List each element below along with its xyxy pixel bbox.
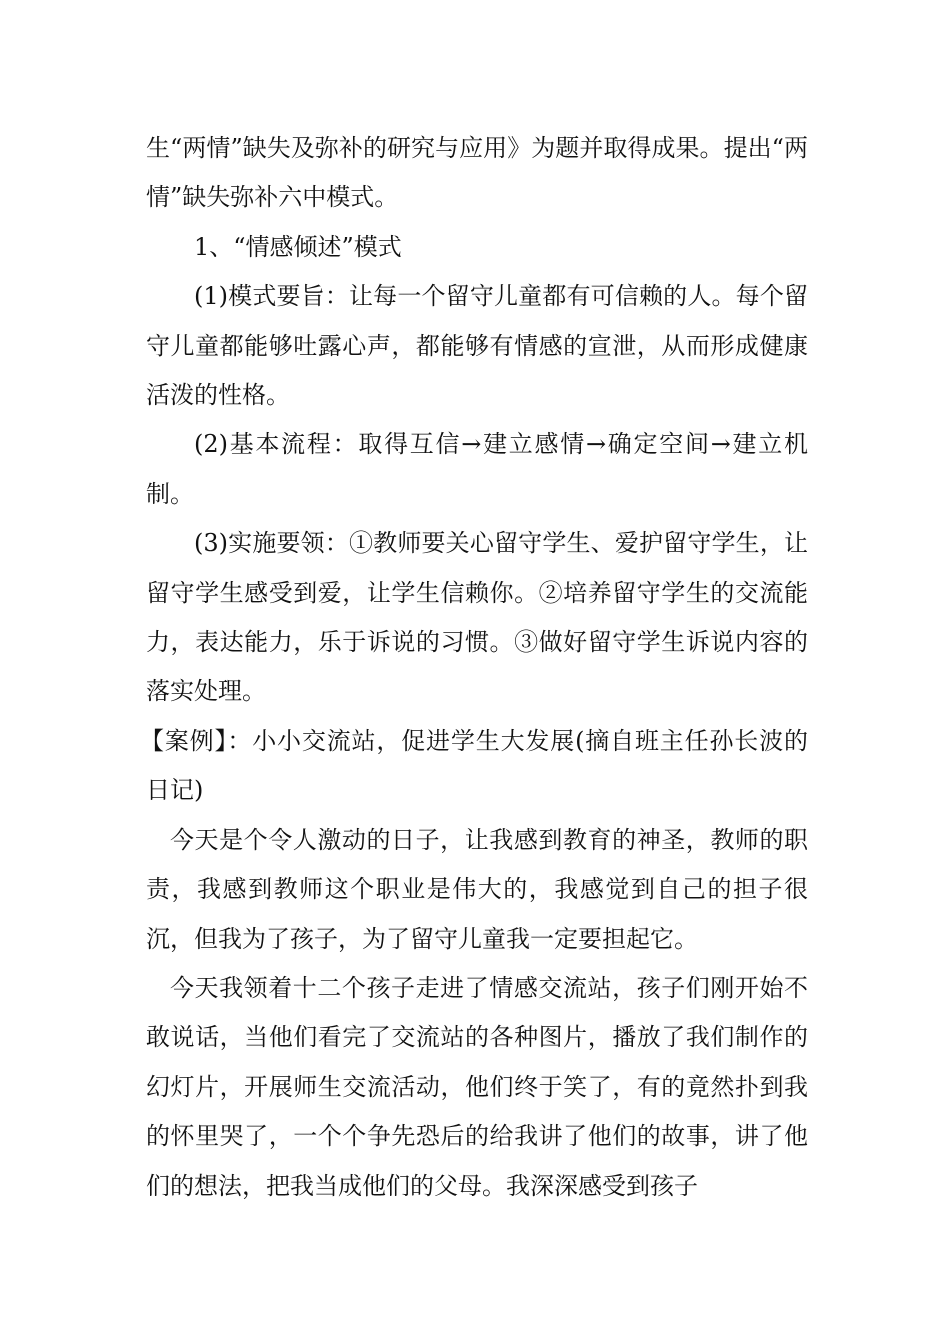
paragraph-diary-2: 今天我领着十二个孩子走进了情感交流站，孩子们刚开始不敢说话，当他们看完了交流站的各种图片，播放了我们制作的幻灯片，开展师生交流活动，他们终于笑了，有的竟然扑到我的怀里哭了，一个个争先恐后的给我讲了他们的故事，讲了他们的想法，把我当成他们的父母。我深深感受到孩子 (146, 973, 808, 1200)
paragraph-mode-purpose: (1)模式要旨：让每一个留守儿童都有可信赖的人。每个留守儿童都能够吐露心声，都能够有情感的宣泄，从而形成健康活泼的性格。 (146, 282, 808, 410)
paragraph-implementation-points: (3)实施要领：①教师要关心留守学生、爱护留守学生，让留守学生感受到爱，让学生信赖你。②培养留守学生的交流能力，表达能力，乐于诉说的习惯。③做好留守学生诉说内容的落实处理。 (146, 529, 808, 706)
document-body (140, 124, 808, 1211)
paragraph-intro-continuation: 生“两情”缺失及弥补的研究与应用》为题并取得成果。提出“两情”缺失弥补六中模式。 (146, 134, 808, 212)
paragraph-diary-1: 今天是个令人激动的日子，让我感到教育的神圣，教师的职责，我感到教师这个职业是伟大的，我感觉到自己的担子很沉，但我为了孩子，为了留守儿童我一定要担起它。 (146, 825, 808, 953)
paragraph-case-heading: 【案例】：小小交流站，促进学生大发展(摘自班主任孙长波的日记) (140, 726, 808, 805)
paragraph-basic-process: (2)基本流程：取得互信→建立感情→确定空间→建立机制。 (146, 430, 808, 508)
section-heading-emotional-confiding-mode: 1、“情感倾述”模式 (194, 232, 402, 261)
